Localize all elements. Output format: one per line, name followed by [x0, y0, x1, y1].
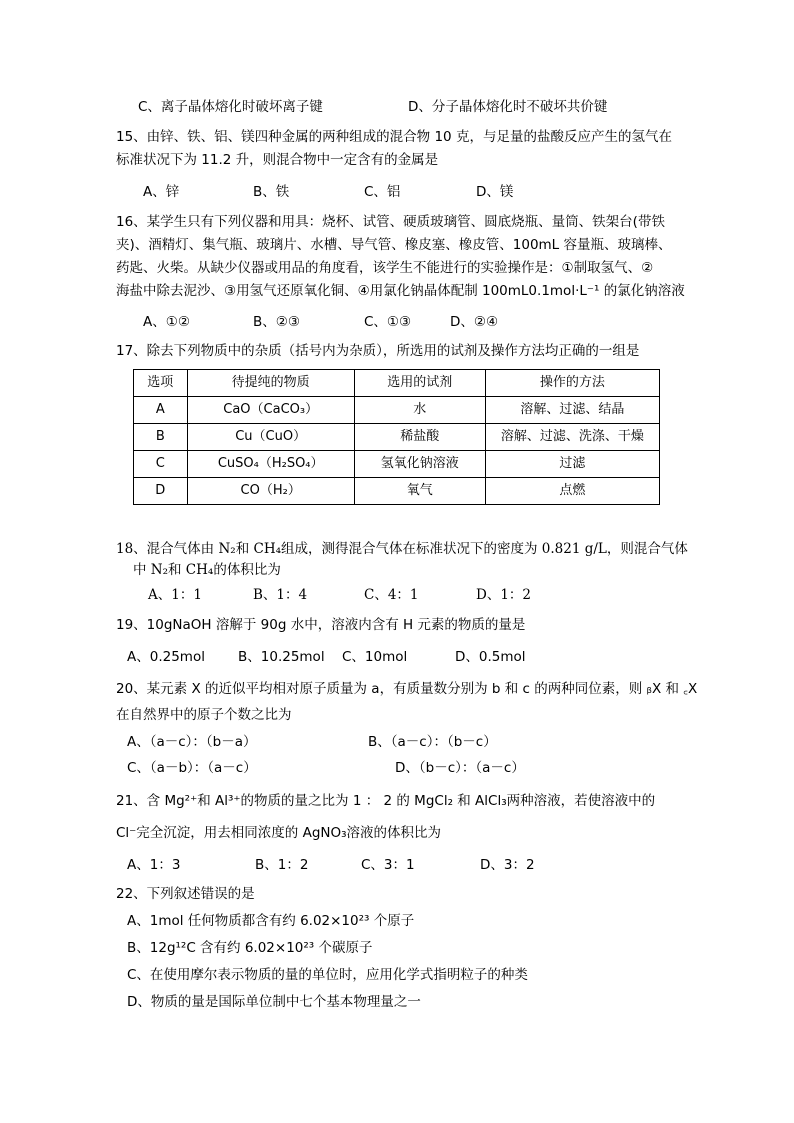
q20-option-c: C、（a－b）：（a－c） — [127, 760, 257, 776]
q21-stem-line2: Cl⁻完全沉淀，用去相同浓度的 AgNO₃溶液的体积比为 — [116, 825, 442, 841]
q20-option-d: D、（b－c）：（a－c） — [395, 760, 525, 776]
q16-stem-line4: 海盐中除去泥沙、③用氢气还原氧化铜、④用氯化钠晶体配制 100mL0.1mol·L⁻¹ 的氯化钠溶液 — [116, 283, 685, 299]
q15-stem-line1: 15、由锌、铁、铝、镁四种金属的两种组成的混合物 10 克，与足量的盐酸反应产生的氢气在 — [116, 129, 672, 145]
q14-option-d: D、分子晶体熔化时不破坏共价键 — [408, 99, 608, 115]
q17-cell: 氢氧化钠溶液 — [354, 451, 485, 478]
q21-option-a: A、1：3 — [127, 857, 181, 873]
q17-header-method: 操作的方法 — [485, 370, 659, 397]
q21-option-b: B、1：2 — [255, 857, 309, 873]
q17-cell: CaO（CaCO₃） — [187, 397, 354, 424]
q16-stem-line1: 16、某学生只有下列仪器和用具：烧杯、试管、硬质玻璃管、圆底烧瓶、量筒、铁架台(带铁 — [116, 214, 665, 230]
q15-option-c: C、铝 — [364, 184, 401, 200]
q17-header-option: 选项 — [134, 370, 188, 397]
q18-option-a: A、1：1 — [148, 587, 202, 603]
q15-option-a: A、锌 — [143, 184, 180, 200]
q22-option-a: A、1mol 任何物质都含有约 6.02×10²³ 个原子 — [127, 913, 415, 929]
q17-cell: 过滤 — [485, 451, 659, 478]
q17-cell: D — [134, 478, 188, 505]
q17-header-substance: 待提纯的物质 — [187, 370, 354, 397]
q18-stem-line2: 中 N₂和 CH₄的体积比为 — [133, 562, 281, 578]
q19-stem: 19、10gNaOH 溶解于 90g 水中，溶液内含有 H 元素的物质的量是 — [116, 617, 526, 633]
q17-cell: CO（H₂） — [187, 478, 354, 505]
q18-stem-line1: 18、混合气体由 N₂和 CH₄组成，测得混合气体在标准状况下的密度为 0.821 g/L，则混合气体 — [116, 541, 688, 557]
q17-cell: 溶解、过滤、结晶 — [485, 397, 659, 424]
q16-option-d: D、②④ — [450, 314, 499, 330]
q17-cell: 点燃 — [485, 478, 659, 505]
q22-stem: 22、下列叙述错误的是 — [116, 886, 255, 902]
q17-header-row — [134, 370, 660, 397]
q19-option-c: C、10mol — [342, 649, 408, 665]
q18-option-d: D、1：2 — [476, 587, 532, 603]
q22-option-b: B、12g¹²C 含有约 6.02×10²³ 个碳原子 — [127, 940, 373, 956]
table-row — [134, 424, 660, 451]
q21-option-d: D、3：2 — [480, 857, 535, 873]
q14-option-c: C、离子晶体熔化时破坏离子键 — [138, 99, 323, 115]
q17-cell: 溶解、过滤、洗涤、干燥 — [485, 424, 659, 451]
q17-cell: CuSO₄（H₂SO₄） — [187, 451, 354, 478]
q19-option-a: A、0.25mol — [127, 649, 205, 665]
q21-option-c: C、3：1 — [361, 857, 415, 873]
q18-option-c: C、4：1 — [364, 587, 419, 603]
q17-stem: 17、除去下列物质中的杂质（括号内为杂质），所选用的试剂及操作方法均正确的一组是 — [116, 343, 640, 359]
q22-option-c: C、在使用摩尔表示物质的量的单位时，应用化学式指明粒子的种类 — [127, 967, 528, 983]
q19-option-b: B、10.25mol — [238, 649, 325, 665]
q15-option-b: B、铁 — [253, 184, 290, 200]
table-row — [134, 397, 660, 424]
q16-option-c: C、①③ — [364, 314, 412, 330]
q18-option-b: B、1：4 — [253, 587, 308, 603]
q16-stem-line2: 夹)、酒精灯、集气瓶、玻璃片、水槽、导气管、橡皮塞、橡皮管、100mL 容量瓶、玻璃棒、 — [116, 237, 672, 253]
q15-option-d: D、镁 — [476, 184, 514, 200]
table-row — [134, 478, 660, 505]
q17-cell: Cu（CuO） — [187, 424, 354, 451]
q20-option-a: A、（a－c）：（b－a） — [127, 734, 257, 750]
q20-stem-line1: 20、某元素 X 的近似平均相对原子质量为 a，有质量数分别为 b 和 c 的两种同位素，则 ᵦX 和 ꜀X — [116, 681, 698, 697]
q16-stem-line3: 药匙、火柴。从缺少仪器或用品的角度看，该学生不能进行的实验操作是：①制取氢气、② — [116, 260, 654, 276]
q17-cell: B — [134, 424, 188, 451]
q22-option-d: D、物质的量是国际单位制中七个基本物理量之一 — [127, 994, 421, 1010]
q17-cell: C — [134, 451, 188, 478]
q16-option-b: B、②③ — [253, 314, 300, 330]
q19-option-d: D、0.5mol — [455, 649, 526, 665]
q21-stem-line1: 21、含 Mg²⁺和 Al³⁺的物质的量之比为 1 ： 2 的 MgCl₂ 和 AlCl₃两种溶液，若使溶液中的 — [116, 793, 656, 809]
q16-option-a: A、①② — [143, 314, 190, 330]
q17-table — [133, 369, 660, 505]
q17-header-reagent: 选用的试剂 — [354, 370, 485, 397]
q20-option-b: B、（a－c）：（b－c） — [368, 734, 497, 750]
q17-cell: 稀盐酸 — [354, 424, 485, 451]
q20-stem-line2: 在自然界中的原子个数之比为 — [116, 707, 292, 723]
q15-stem-line2: 标准状况下为 11.2 升，则混合物中一定含有的金属是 — [116, 152, 439, 168]
table-row — [134, 451, 660, 478]
q17-cell: A — [134, 397, 188, 424]
q17-cell: 水 — [354, 397, 485, 424]
q17-cell: 氧气 — [354, 478, 485, 505]
